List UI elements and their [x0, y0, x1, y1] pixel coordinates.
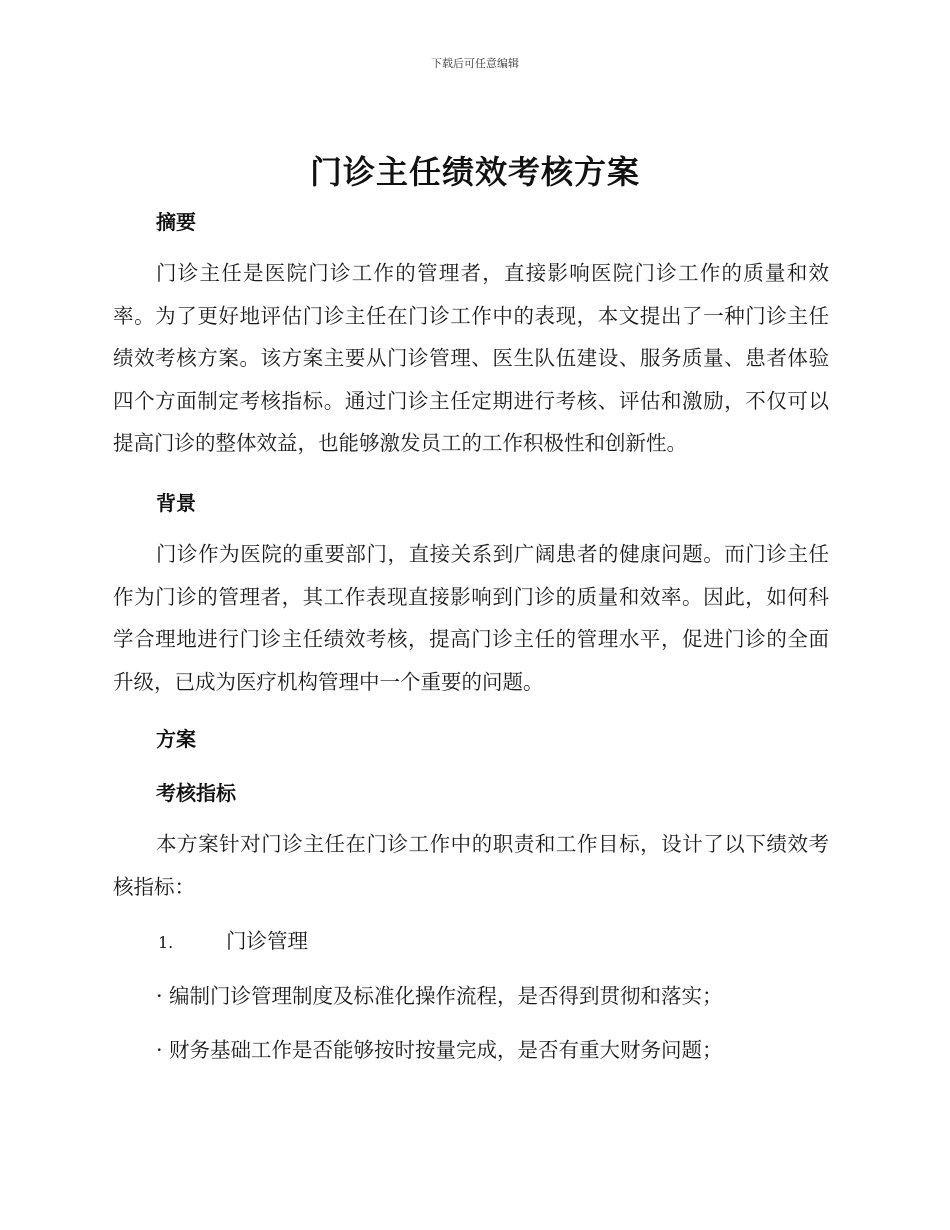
- background-heading: 背景: [156, 491, 196, 515]
- document-title: 门诊主任绩效考核方案: [309, 153, 640, 191]
- list-item-outpatient-management: [158, 926, 308, 958]
- plan-heading: 方案: [156, 727, 196, 751]
- abstract-heading: 摘要: [156, 210, 196, 234]
- indicators-heading: 考核指标: [156, 781, 236, 805]
- list-number: 1.: [158, 933, 174, 952]
- indicators-paragraph: 本方案针对门诊主任在门诊工作中的职责和工作目标，设计了以下绩效考核指标：: [113, 832, 829, 899]
- header-note: 下载后可任意编辑: [431, 57, 519, 70]
- bullet-item: · 编制门诊管理制度及标准化操作流程，是否得到贯彻和落实；: [156, 984, 723, 1008]
- list-label: 门诊管理: [226, 929, 308, 953]
- background-paragraph: 门诊作为医院的重要部门，直接关系到广阔患者的健康问题。而门诊主任作为门诊的管理者，其工作表现直接影响到门诊的质量和效率。因此，如何科学合理地进行门诊主任绩效考核，提高门诊主任的管理水平，促进门诊的全面升级，已成为医疗机构管理中一个重要的问题。: [113, 542, 829, 694]
- bullet-item: · 财务基础工作是否能够按时按量完成，是否有重大财务问题；: [156, 1038, 723, 1062]
- abstract-paragraph: 门诊主任是医院门诊工作的管理者，直接影响医院门诊工作的质量和效率。为了更好地评估门诊主任在门诊工作中的表现，本文提出了一种门诊主任绩效考核方案。该方案主要从门诊管理、医生队伍建设、服务质量、患者体验四个方面制定考核指标。通过门诊主任定期进行考核、评估和激励，不仅可以提高门诊的整体效益，也能够激发员工的工作积极性和创新性。: [113, 261, 829, 455]
